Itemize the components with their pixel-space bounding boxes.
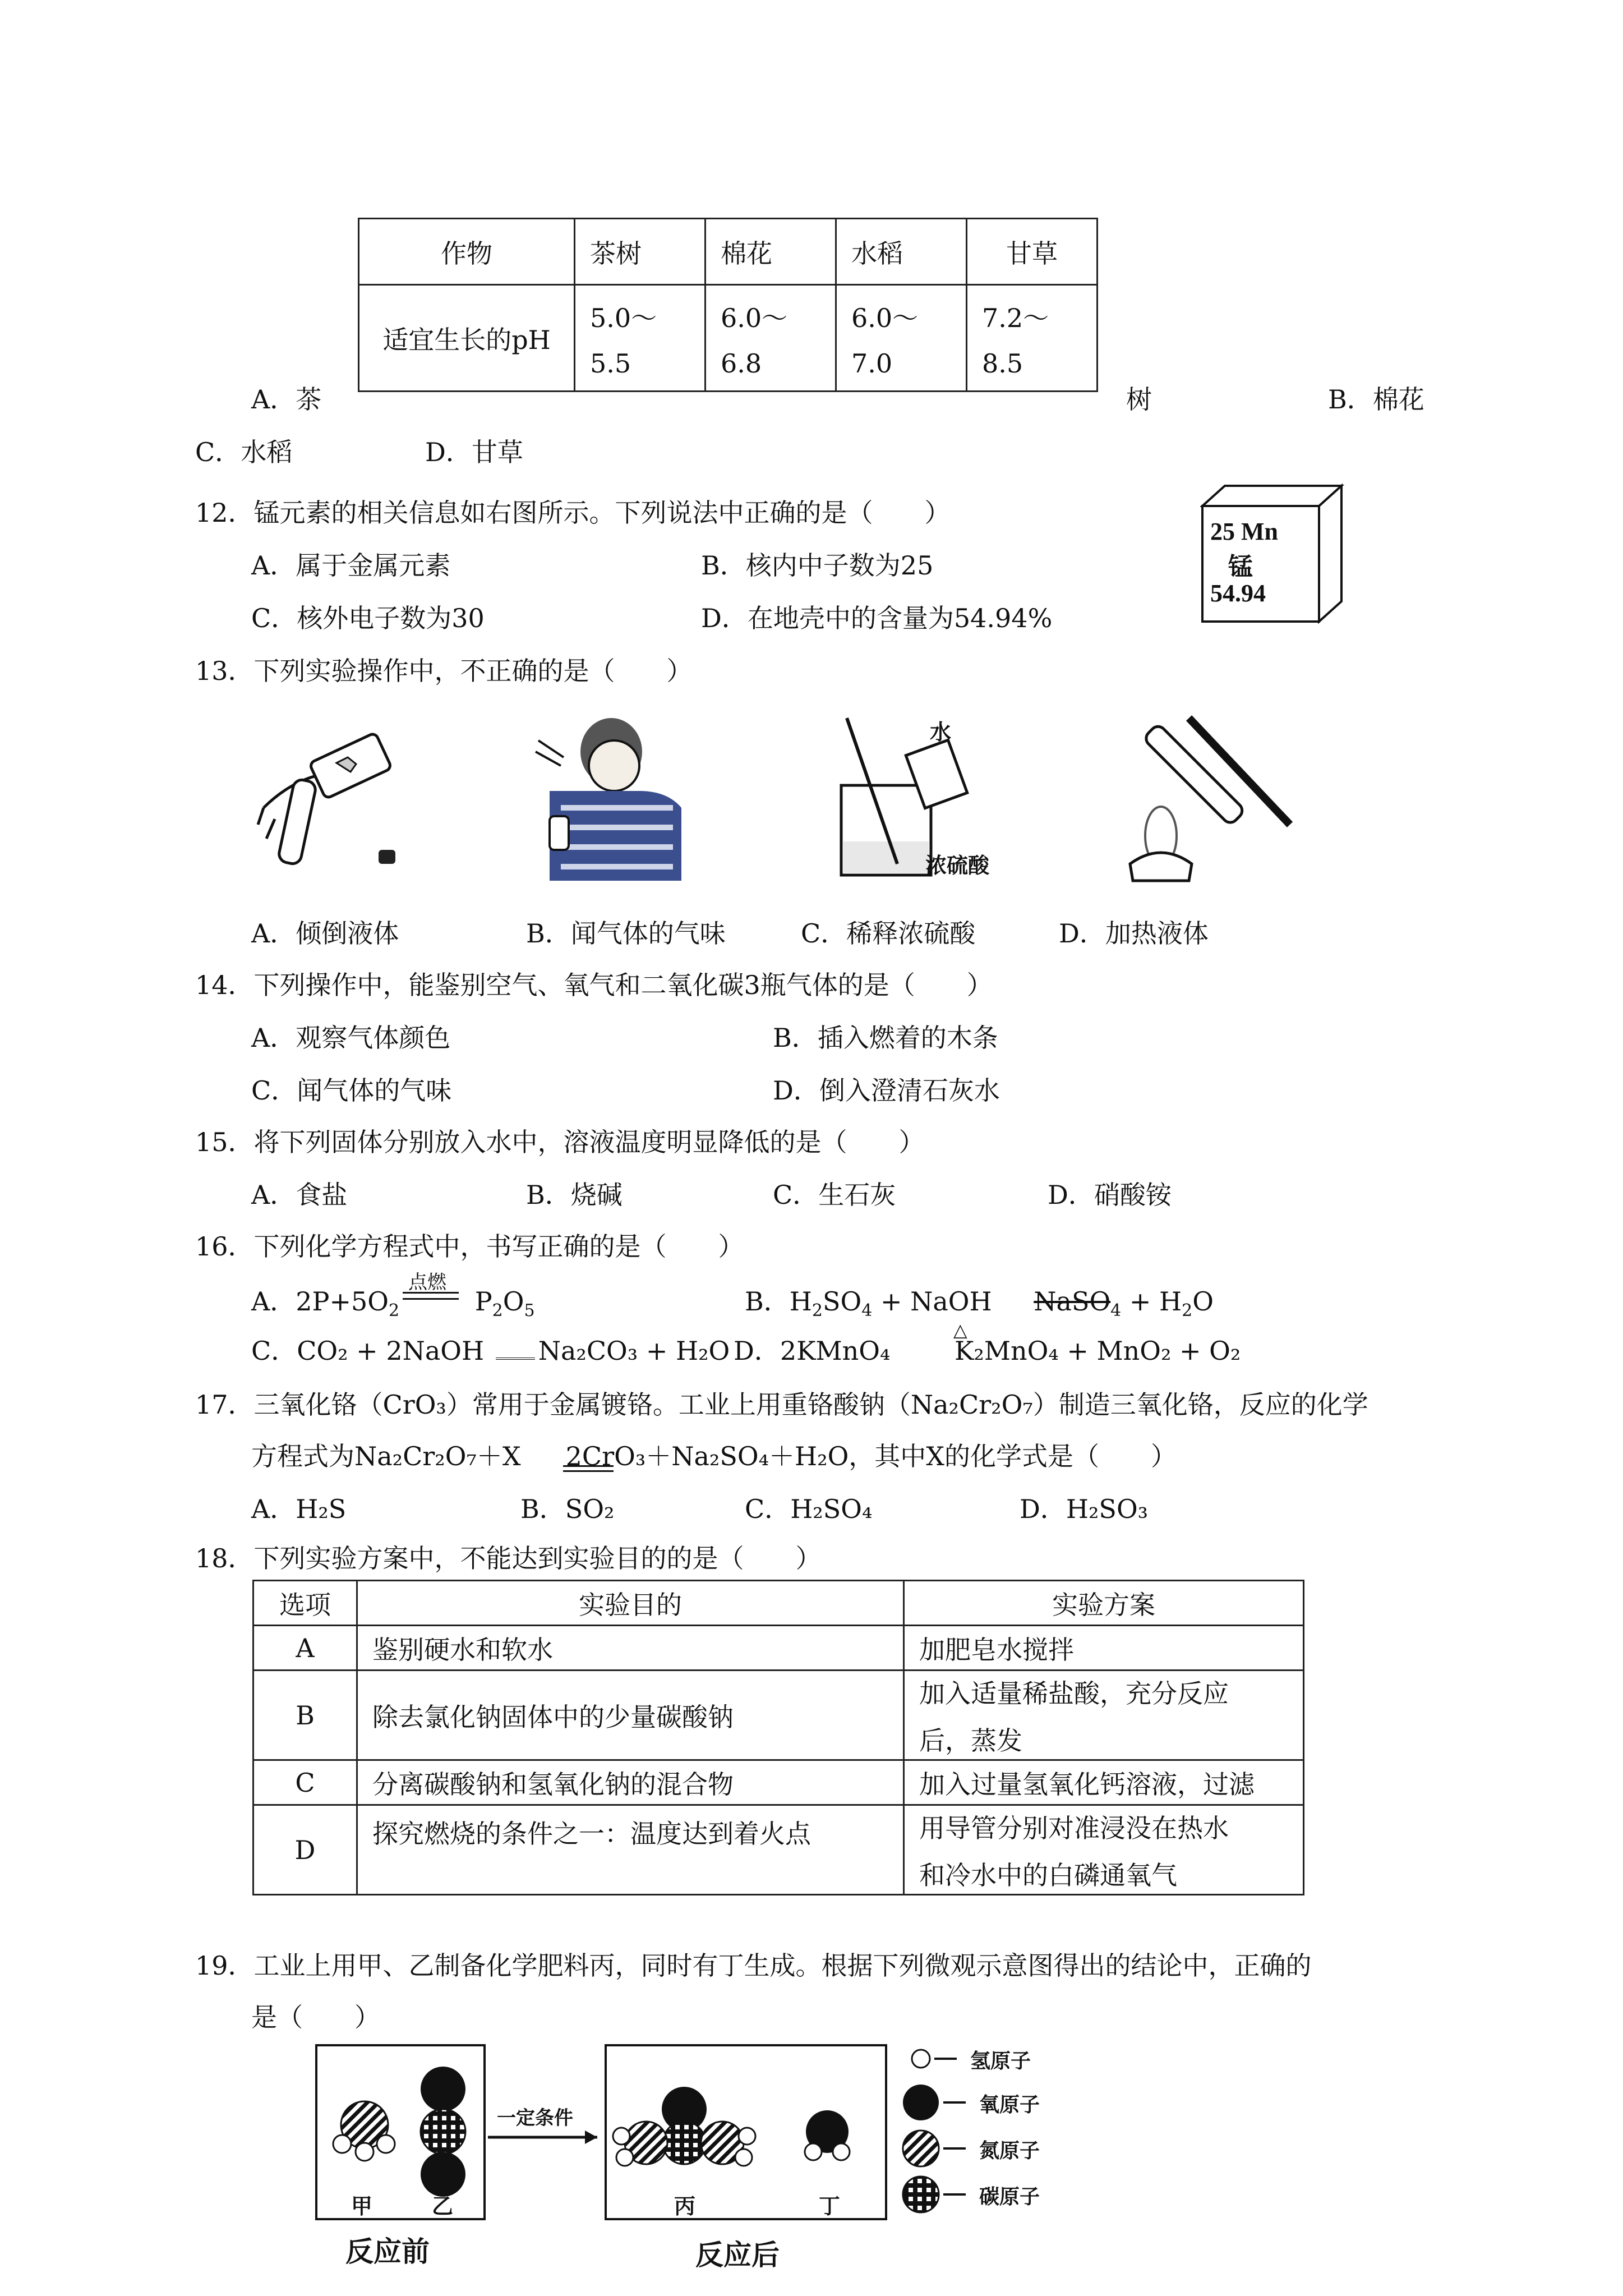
label-ding: 丁 (819, 2193, 841, 2219)
table-row (253, 1805, 1304, 1895)
q14-option-c: C．闻气体的气味 (251, 1075, 452, 1106)
experiment-table (252, 1580, 1304, 1895)
option-cell: A (253, 1626, 357, 1671)
table-row (253, 1626, 1304, 1671)
q17-option-b: B．SO₂ (520, 1494, 615, 1524)
element-number-symbol: 25 Mn (1210, 518, 1278, 545)
label-bing: 丙 (674, 2193, 696, 2219)
q15-stem: 15．将下列固体分别放入水中，溶液温度明显降低的是（ ） (195, 1127, 925, 1157)
q11-option-c: C．水稻 (195, 437, 293, 467)
crop-cell: 茶树 (575, 219, 706, 285)
label-yi: 乙 (432, 2193, 454, 2219)
plan-cell: 加入适量稀盐酸，充分反应 后，蒸发 (904, 1671, 1304, 1760)
q16-stem: 16．下列化学方程式中，书写正确的是（ ） (195, 1231, 744, 1262)
q11-option-d: D．甘草 (425, 437, 523, 467)
q19-line2: 是（ ） (251, 2002, 380, 2032)
before-label: 反应前 (345, 2235, 430, 2268)
q17-option-c: C．H₂SO₄ (745, 1494, 873, 1524)
crop-cell: 甘草 (967, 219, 1098, 285)
element-card-manganese (1200, 484, 1346, 624)
q19-line1: 19．工业上用甲、乙制备化学肥料丙，同时有丁生成。根据下列微观示意图得出的结论中，正确的 (195, 1950, 1312, 1981)
heating-liquid-icon (1110, 696, 1301, 892)
legend-hydrogen: 氢原子 (970, 2049, 1031, 2073)
purpose-cell: 除去氯化钠固体中的少量碳酸钠 (357, 1671, 904, 1760)
q17-option-a: A．H₂S (251, 1494, 347, 1524)
pouring-liquid-icon (252, 724, 421, 875)
heat-triangle-icon: △ (953, 1319, 967, 1341)
q15-option-c: C．生石灰 (773, 1180, 896, 1210)
table-header-purpose: 实验目的 (357, 1581, 904, 1626)
q15-option-d: D．硝酸铵 (1048, 1180, 1172, 1210)
legend-nitrogen: 氮原子 (979, 2139, 1040, 2162)
q16-a-condition: 点燃 (408, 1271, 446, 1294)
q17-option-d: D．H₂SO₃ (1020, 1494, 1149, 1524)
q13-option-c: C．稀释浓硫酸 (801, 918, 976, 949)
ph-cell: 5.0～ 5.5 (575, 285, 706, 392)
q13-option-b: B．闻气体的气味 (526, 918, 726, 949)
q12-option-d: D．在地壳中的含量为54.94% (701, 603, 1053, 633)
table-row (253, 1760, 1304, 1805)
table-row (253, 1671, 1304, 1760)
q17-line2: 方程式为Na₂Cr₂O₇＋X 2CrO₃＋Na₂SO₄＋H₂O，其中X的化学式是（ ） (251, 1441, 1177, 1471)
ph-cell: 7.2～ 8.5 (967, 285, 1098, 392)
water-label: 水 (930, 719, 952, 744)
q14-option-d: D．倒入澄清石灰水 (773, 1075, 1000, 1106)
element-name: 锰 (1228, 553, 1253, 581)
table-header-crop: 作物 (359, 219, 575, 285)
reaction-diagram-svg (314, 2042, 1436, 2227)
purpose-cell: 鉴别硬水和软水 (357, 1626, 904, 1671)
element-mass: 54.94 (1210, 579, 1266, 607)
q13-option-a: A．倾倒液体 (251, 918, 399, 949)
table-header-plan: 实验方案 (904, 1581, 1304, 1626)
condition-label: 一定条件 (497, 2107, 573, 2129)
q18-stem: 18．下列实验方案中，不能达到实验目的的是（ ） (195, 1543, 822, 1573)
ph-cell: 6.0～ 6.8 (706, 285, 836, 392)
plan-cell: 用导管分别对准浸没在热水 和冷水中的白磷通氧气 (904, 1805, 1304, 1895)
q15-option-a: A．食盐 (251, 1180, 348, 1210)
acid-label: 浓硫酸 (925, 853, 990, 878)
q17-line1: 17．三氧化铬（CrO₃）常用于金属镀铬。工业上用重铬酸钠（Na₂Cr₂O₇）制造三氧化铬，反应的化学 (195, 1389, 1368, 1420)
q16-option-c: C．CO₂ + 2NaOH Na₂CO₃ + H₂O (251, 1336, 730, 1366)
label-jia: 甲 (351, 2193, 373, 2219)
q13-stem: 13．下列实验操作中，不正确的是（ ） (195, 656, 693, 686)
q17-equal-sign (563, 1465, 614, 1472)
reaction-diagram (314, 2042, 1436, 2277)
legend-carbon: 碳原子 (979, 2185, 1040, 2208)
table-header-option: 选项 (253, 1581, 357, 1626)
crop-cell: 水稻 (836, 219, 967, 285)
q16-option-d: D．2KMnO₄ K₂MnO₄ + MnO₂ + O₂ (734, 1336, 1241, 1366)
q16-option-a: A．$2P+5O_2$ $P_2O_5$ (251, 1286, 535, 1320)
q12-option-a: A．属于金属元素 (251, 550, 451, 581)
q13-option-d: D．加热液体 (1059, 918, 1209, 949)
q12-option-b: B．核内中子数为25 (701, 550, 934, 581)
q12-option-c: C．核外电子数为30 (251, 603, 485, 633)
plan-cell: 加入过量氢氧化钙溶液，过滤 (904, 1760, 1304, 1805)
crop-cell: 棉花 (706, 219, 836, 285)
q11-option-a: A．茶 (251, 384, 322, 415)
after-label: 反应后 (695, 2238, 780, 2271)
option-cell: B (253, 1671, 357, 1760)
q14-stem: 14．下列操作中，能鉴别空气、氧气和二氧化碳3瓶气体的是（ ） (195, 970, 993, 1000)
option-cell: D (253, 1805, 357, 1895)
q14-option-b: B．插入燃着的木条 (773, 1023, 998, 1053)
q16-a-equal-sign (403, 1292, 459, 1300)
option-cell: C (253, 1760, 357, 1805)
q12-stem: 12．锰元素的相关信息如右图所示。下列说法中正确的是（ ） (195, 498, 951, 528)
q14-option-a: A．观察气体颜色 (251, 1023, 451, 1053)
legend-oxygen: 氧原子 (979, 2093, 1040, 2116)
plan-cell: 加肥皂水搅拌 (904, 1626, 1304, 1671)
q11-option-a-tail: 树 (1126, 384, 1152, 415)
purpose-cell: 分离碳酸钠和氢氧化钠的混合物 (357, 1760, 904, 1805)
q11-option-b: B．棉花 (1328, 384, 1424, 415)
purpose-cell: 探究燃烧的条件之一：温度达到着火点 (357, 1805, 904, 1895)
q16-option-b: B．$H_2SO_4$ + NaOH NaSO$_4$ + $H_2O$ (745, 1286, 1214, 1320)
q15-option-b: B．烧碱 (526, 1180, 623, 1210)
smelling-gas-icon (527, 712, 695, 886)
ph-table (358, 218, 1098, 392)
ph-cell: 6.0～ 7.0 (836, 285, 967, 392)
table-row-label: 适宜生长的pH (359, 285, 575, 392)
